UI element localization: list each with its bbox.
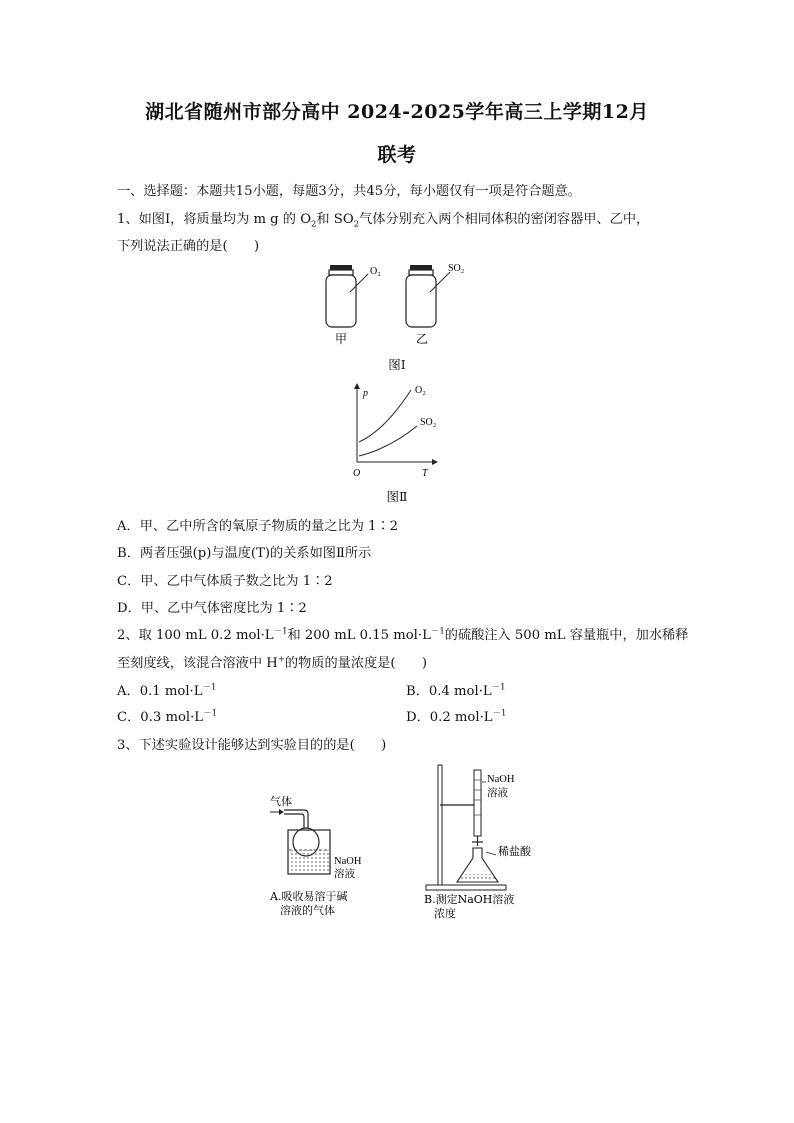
q2-stem: 2、取 100 mL 0.2 $mol\cdot L^{-1}$和 200 mL 0.15 $mol\cdot L^{-1}$的硫酸注入 500 mL 容量瓶中，加水稀释 [117, 626, 689, 643]
figure-q3-a [266, 792, 386, 922]
naoh-liquid [289, 850, 329, 873]
acid-liquid [458, 874, 497, 881]
figure-1-bottles [318, 260, 478, 348]
q1-option-a: A．甲、乙中所含的氧原子物质的量之比为 1∶2 [117, 519, 399, 534]
caption-a-line1: A.吸收易溶于碱 [270, 890, 348, 903]
curve-so2-label: SO₂ [420, 417, 437, 428]
naoh-label-b: NaOH [487, 774, 515, 785]
q2-option-a: A．0.1 $mol\cdot L^{-1}$ [117, 682, 217, 699]
curve-o2-label: O₂ [415, 385, 426, 396]
label-bottle1: 甲 [335, 332, 348, 346]
q2-stem-line2: 至刻度线，该混合溶液中 H+的物质的量浓度是( ) [117, 654, 428, 671]
document-title-line2: 联考 [377, 144, 417, 166]
solution-label-b: 溶液 [487, 787, 508, 799]
pt-graph [345, 380, 445, 480]
figure-2-caption: 图Ⅱ [386, 489, 408, 504]
bottle1-cap [329, 270, 353, 275]
curve-so2 [359, 426, 417, 456]
caption-b-line1: B.测定NaOH溶液 [424, 893, 515, 906]
label-o2: O₂ [370, 266, 381, 277]
stand-rod [438, 765, 442, 887]
bottle1-body [326, 275, 356, 327]
q2-option-b: B．0.4 $mol\cdot L^{-1}$ [406, 682, 506, 699]
q1-option-c: C．甲、乙中气体质子数之比为 1∶2 [117, 574, 333, 589]
q1-option-b: B．两者压强(p)与温度(T)的关系如图Ⅱ所示 [117, 546, 372, 561]
solution-label: 溶液 [334, 868, 355, 880]
document-title-line1: 湖北省随州市部分高中 2024-2025学年高三上学期12月 [145, 101, 649, 123]
bottle1-cap-top [330, 265, 352, 270]
bottle2-body [406, 275, 436, 327]
label-so2: SO₂ [448, 263, 465, 274]
acid-label: 稀盐酸 [498, 845, 531, 858]
figure-1-caption: 图Ⅰ [388, 357, 406, 372]
axis-t-label: T [422, 468, 428, 479]
q2-option-c: C．0.3 $mol\cdot L^{-1}$ [117, 708, 217, 725]
axis-p-label: p [363, 388, 368, 399]
bottles-diagram [318, 260, 478, 348]
figure-2-graph [345, 380, 445, 480]
titration-diagram [420, 760, 540, 924]
caption-b-line2: 浓度 [434, 907, 456, 920]
bottle2-cap [409, 270, 433, 275]
origin-label: O [353, 468, 361, 479]
figure-q3-b [420, 760, 540, 924]
gas-label: 气体 [270, 795, 292, 808]
q3-stem: 3、下述实验设计能够达到实验目的的是( ) [117, 738, 387, 753]
stand-base [426, 885, 506, 890]
naoh-label: NaOH [334, 856, 362, 867]
caption-a-line2: 溶液的气体 [280, 904, 335, 917]
q1-stem-line2: 下列说法正确的是( ) [117, 239, 260, 254]
bottle2-cap-top [410, 265, 432, 270]
gas-absorption-diagram [266, 792, 386, 922]
q1-stem: 1、如图Ⅰ，将质量均为 m g 的 $O_2$和 $SO_2$气体分别充入两个相同体积的密闭容器甲、乙中， [117, 212, 650, 230]
q1-option-d: D．甲、乙中气体密度比为 1∶2 [117, 601, 307, 616]
label-bottle2: 乙 [416, 332, 429, 346]
section-heading: 一、选择题：本题共15小题，每题3分，共45分，每小题仅有一项是符合题意。 [117, 184, 581, 199]
q2-option-d: D．0.2 $mol\cdot L^{-1}$ [406, 708, 507, 725]
